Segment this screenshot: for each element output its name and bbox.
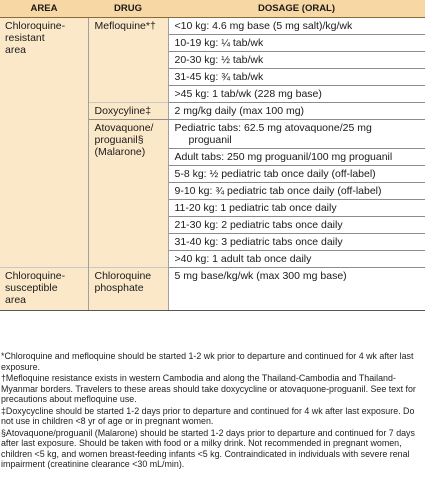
drug-mefloquine: Mefloquine*† [88, 18, 168, 103]
header-area: AREA [0, 0, 88, 18]
header-dosage: DOSAGE (ORAL) [168, 0, 425, 18]
dose-atovaquone-6: >40 kg: 1 adult tab once daily [168, 251, 425, 268]
header-drug: DRUG [88, 0, 168, 18]
table-row [0, 18, 425, 35]
footnote-chloroquine-mefloquine: *Chloroquine and mefloquine should be started 1-2 wk prior to departure and continued for 4 wk after last exposure. [1, 351, 414, 372]
table-header-row [0, 0, 425, 18]
dose-mefloquine-2: 10-19 kg: ¼ tab/wk [168, 35, 425, 52]
footnote-atovaquone-proguanil: §Atovaquone/proguanil (Malarone) should be started 1-2 days prior to departure and continued for 7 days after last exposure. Should be taken with food or a milky drink. Not recommended in pregnant women, children <5 kg, and women breast-feeding infants <5 kg. Contraindicated in individuals with severe renal impairment (creatinine clearance <30 mL/min). [1, 427, 415, 469]
footnote-mefloquine-resistance: †Mefloquine resistance exists in western Cambodia and along the Thailand-Cambodia and Thailand-Myanmar borders. Travelers to these areas should take doxycycline or atovaquone-proguanil. See text for precautions about mefloquine use. [1, 373, 416, 404]
dose-doxycycline: 2 mg/kg daily (max 100 mg) [168, 103, 425, 120]
dose-mefloquine-5: >45 kg: 1 tab/wk (228 mg base) [168, 86, 425, 103]
drug-atovaquone-proguanil: Atovaquone/ proguanil§ (Malarone) [88, 120, 168, 268]
dose-atovaquone-pediatric-tabs: Pediatric tabs: 62.5 mg atovaquone/25 mg proguanil [168, 120, 425, 149]
drug-doxycycline: Doxycyline‡ [88, 103, 168, 120]
dose-atovaquone-1: 5-8 kg: ½ pediatric tab once daily (off-label) [168, 166, 425, 183]
drug-chloroquine-phosphate: Chloroquine phosphate [88, 268, 168, 311]
dose-atovaquone-2: 9-10 kg: ¾ pediatric tab once daily (off-label) [168, 183, 425, 200]
dose-chloroquine: 5 mg base/kg/wk (max 300 mg base) [168, 268, 425, 311]
table-row [0, 268, 425, 311]
area-chloroquine-resistant: Chloroquine- resistant area [0, 18, 88, 268]
dose-mefloquine-1: <10 kg: 4.6 mg base (5 mg salt)/kg/wk [168, 18, 425, 35]
dose-atovaquone-5: 31-40 kg: 3 pediatric tabs once daily [168, 234, 425, 251]
dose-atovaquone-3: 11-20 kg: 1 pediatric tab once daily [168, 200, 425, 217]
area-chloroquine-susceptible: Chloroquine- susceptible area [0, 268, 88, 311]
dose-atovaquone-adult-tabs: Adult tabs: 250 mg proguanil/100 mg proguanil [168, 149, 425, 166]
dose-atovaquone-4: 21-30 kg: 2 pediatric tabs once daily [168, 217, 425, 234]
footnotes [1, 351, 423, 471]
dose-mefloquine-3: 20-30 kg: ½ tab/wk [168, 52, 425, 69]
footnote-doxycycline: ‡Doxycycline should be started 1-2 days prior to departure and continued for 4 wk after last exposure. Do not use in children <8 yr of age or in pregnant women. [1, 405, 415, 426]
dose-mefloquine-4: 31-45 kg: ¾ tab/wk [168, 69, 425, 86]
